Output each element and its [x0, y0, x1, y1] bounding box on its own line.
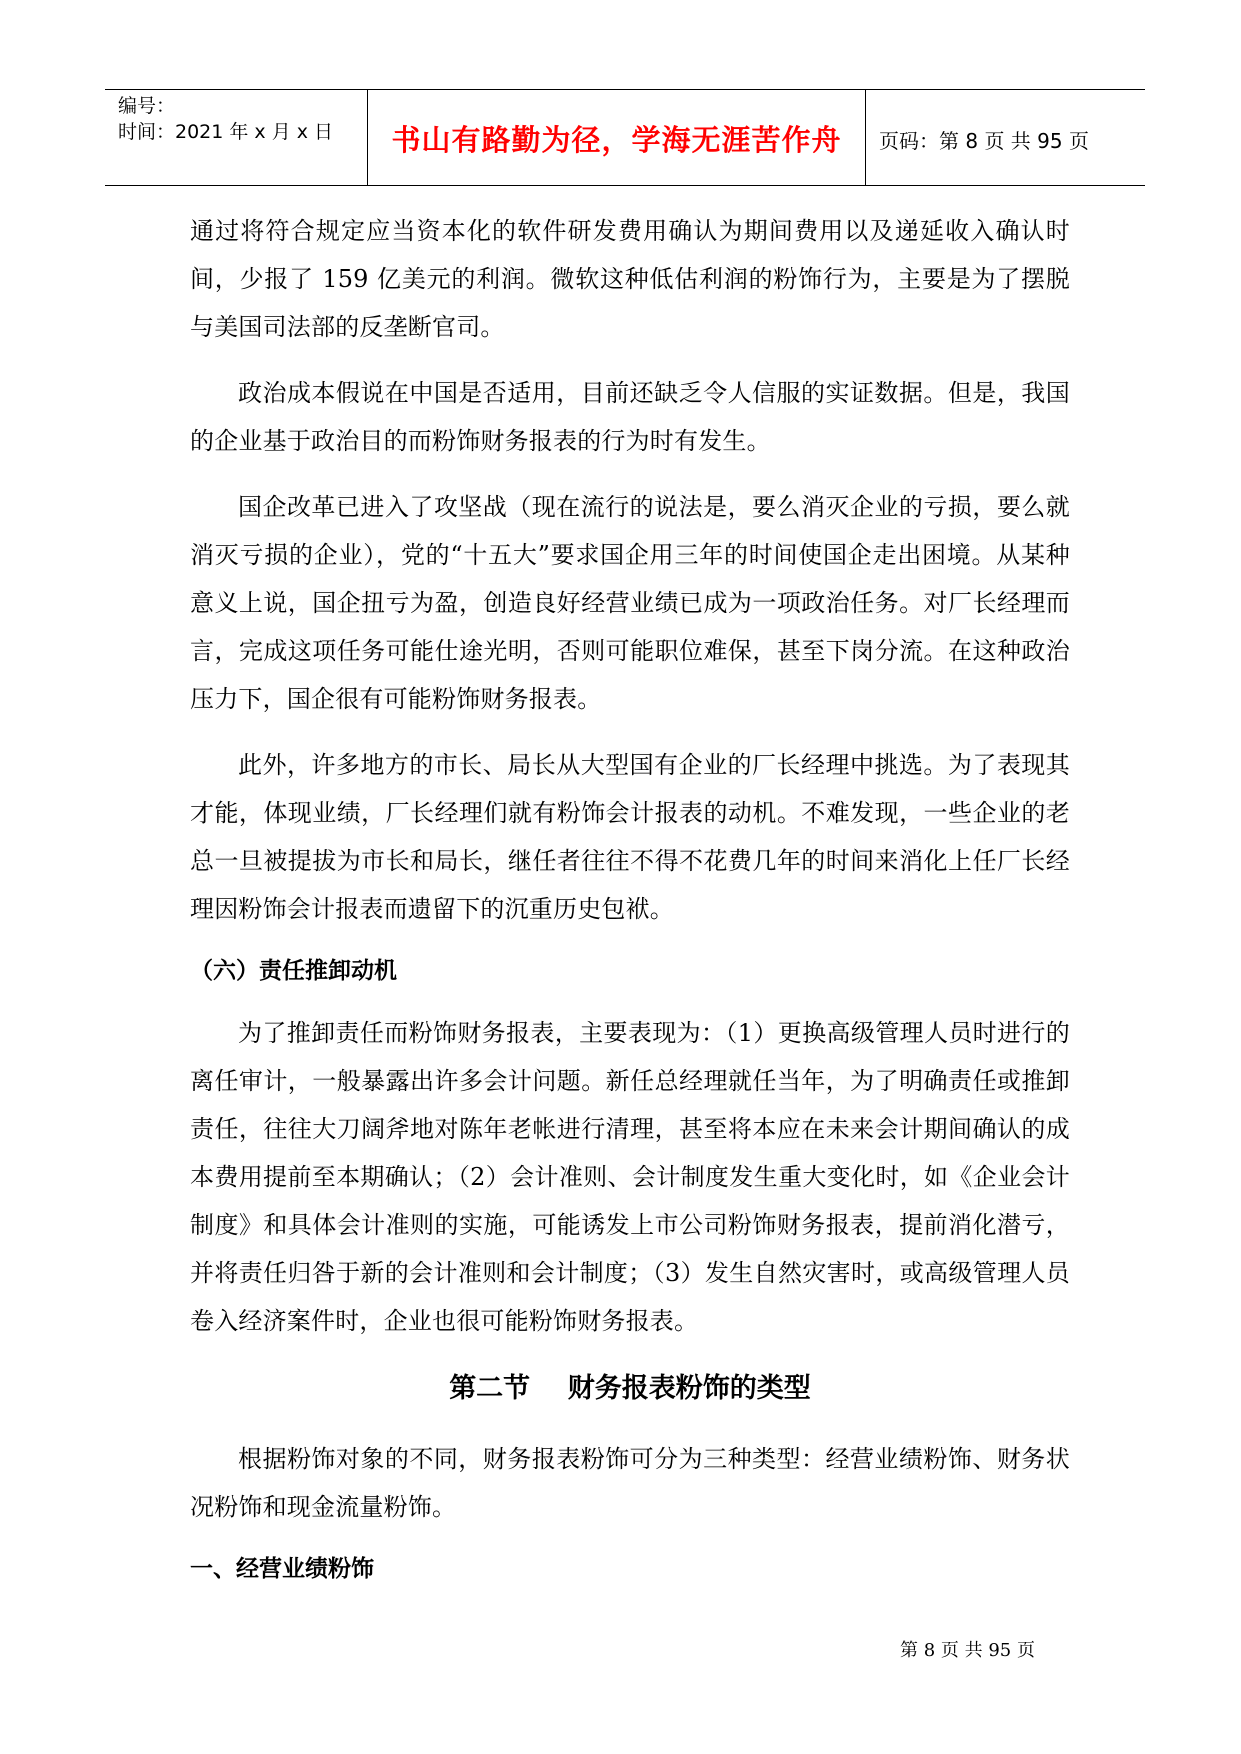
header-left-cell — [105, 90, 368, 185]
document-number-label: 编号： — [118, 95, 176, 117]
page-footer: 第 8 页 共 95 页 — [900, 1640, 1035, 1661]
paragraph-3: 国企改革已进入了攻坚战（现在流行的说法是，要么消灭企业的亏损，要么就消灭亏损的企业），党的“十五大”要求国企用三年的时间使国企走出困境。从某种意义上说，国企扭亏为盈，创造良好经营业绩已成为一项政治任务。对厂长经理而言，完成这项任务可能仕途光明，否则可能职位难保，甚至下岗分流。在这种政治压力下，国企很有可能粉饰财务报表。 — [190, 493, 1070, 713]
subheading-operating-performance: 一、经营业绩粉饰 — [190, 1556, 374, 1582]
subheading-responsibility-motive: （六）责任推卸动机 — [190, 958, 397, 984]
document-time-label: 时间：2021 年 x 月 x 日 — [118, 121, 334, 143]
document-body — [190, 207, 1070, 1607]
paragraph-1: 通过将符合规定应当资本化的软件研发费用确认为期间费用以及递延收入确认时间，少报了 159 亿美元的利润。微软这种低估利润的粉饰行为，主要是为了摆脱与美国司法部的反垄断官司。 — [190, 217, 1070, 341]
document-header — [105, 89, 1145, 186]
header-middle-cell — [368, 90, 866, 185]
paragraph-4: 此外，许多地方的市长、局长从大型国有企业的厂长经理中挑选。为了表现其才能，体现业绩，厂长经理们就有粉饰会计报表的动机。不难发现，一些企业的老总一旦被提拔为市长和局长，继任者往往不得不花费几年的时间来消化上任厂长经理因粉饰会计报表而遗留下的沉重历史包袱。 — [190, 751, 1070, 923]
header-page-label: 页码：第 8 页 共 95 页 — [879, 129, 1089, 153]
section-title: 第二节 财务报表粉饰的类型 — [449, 1373, 811, 1404]
paragraph-5: 为了推卸责任而粉饰财务报表，主要表现为：（1）更换高级管理人员时进行的离任审计，一般暴露出许多会计问题。新任总经理就任当年，为了明确责任或推卸责任，往往大刀阔斧地对陈年老帐进行清理，甚至将本应在未来会计期间确认的成本费用提前至本期确认；（2）会计准则、会计制度发生重大变化时，如《企业会计制度》和具体会计准则的实施，可能诱发上市公司粉饰财务报表，提前消化潜亏，并将责任归咎于新的会计准则和会计制度；（3）发生自然灾害时，或高级管理人员卷入经济案件时，企业也很可能粉饰财务报表。 — [190, 1019, 1070, 1335]
paragraph-6: 根据粉饰对象的不同，财务报表粉饰可分为三种类型：经营业绩粉饰、财务状况粉饰和现金流量粉饰。 — [190, 1445, 1070, 1521]
paragraph-2: 政治成本假说在中国是否适用，目前还缺乏令人信服的实证数据。但是，我国的企业基于政治目的而粉饰财务报表的行为时有发生。 — [190, 379, 1070, 455]
header-right-cell — [866, 90, 1145, 185]
header-motto: 书山有路勤为径，学海无涯苦作舟 — [391, 123, 842, 157]
